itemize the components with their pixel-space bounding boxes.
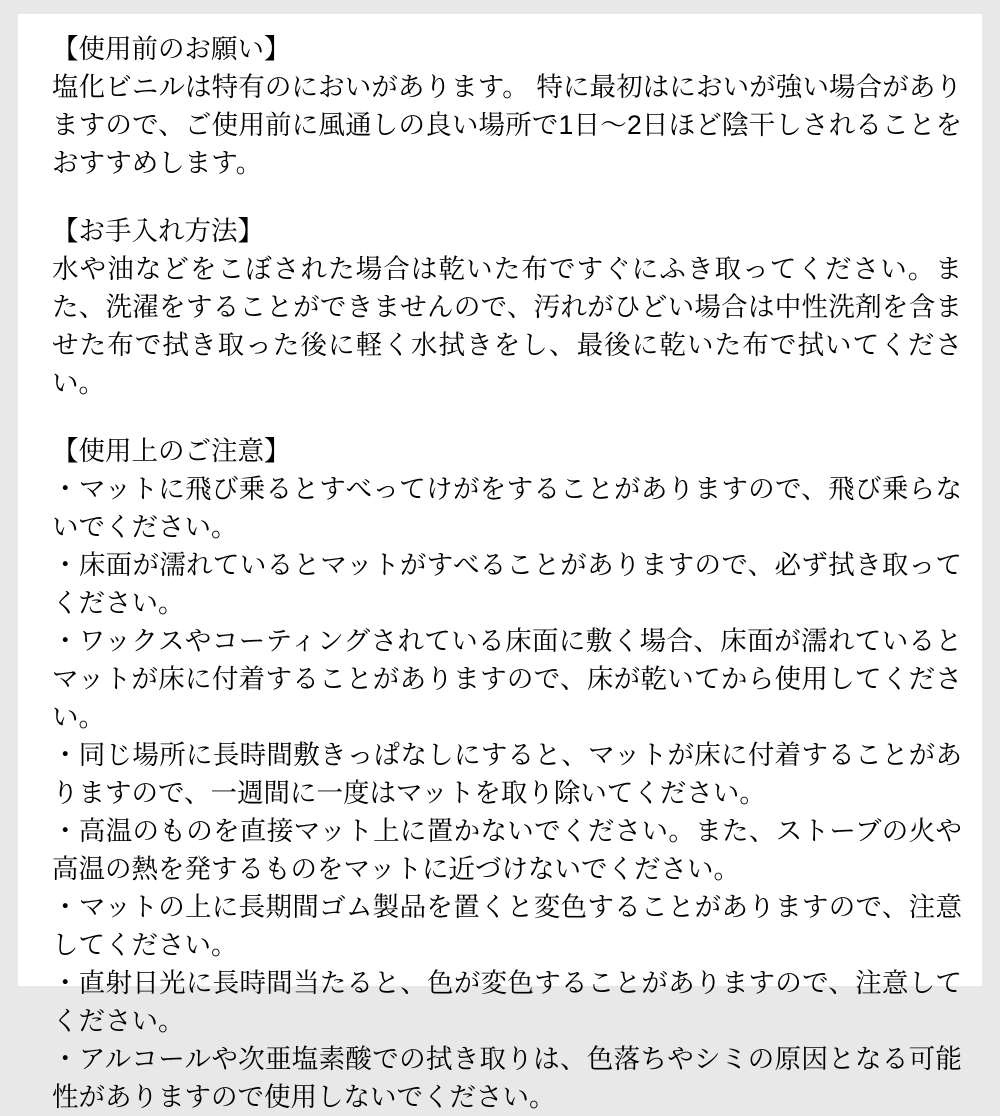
section-usage-cautions: [52, 432, 962, 1116]
caution-item: ・アルコールや次亜塩素酸での拭き取りは、色落ちやシミの原因となる可能性がありますので使用しないでください。: [52, 1044, 962, 1112]
section-heading: 【お手入れ方法】: [52, 216, 264, 246]
section-before-use: [52, 30, 962, 182]
caution-item: ・ワックスやコーティングされている床面に敷く場合、床面が濡れているとマットが床に付着することがありますので、床が乾いてから使用してください。: [52, 626, 962, 732]
document-page: [18, 14, 982, 1112]
caution-item: ・直射日光に長時間当たると、色が変色することがありますので、注意してください。: [52, 968, 962, 1036]
section-care-instructions: [52, 212, 962, 402]
caution-item: ・マットに飛び乗るとすべってけがをすることがありますので、飛び乗らないでください。: [52, 474, 962, 542]
section-paragraph: 水や油などをこぼされた場合は乾いた布ですぐにふき取ってください。また、洗濯をすることができませんので、汚れがひどい場合は中性洗剤を含ませた布で拭き取った後に軽く水拭きをし、最後に乾いた布で拭いてください。: [52, 254, 962, 398]
section-heading: 【使用前のお願い】: [52, 34, 291, 64]
caution-item: ・同じ場所に長時間敷きっぱなしにすると、マットが床に付着することがありますので、一週間に一度はマットを取り除いてください。: [52, 740, 962, 808]
section-heading: 【使用上のご注意】: [52, 436, 291, 466]
caution-item: ・高温のものを直接マット上に置かないでください。また、ストーブの火や高温の熱を発するものをマットに近づけないでください。: [52, 816, 962, 884]
document-content: [52, 30, 962, 1116]
caution-item: ・マットの上に長期間ゴム製品を置くと変色することがありますので、注意してください。: [52, 892, 962, 960]
caution-item: ・床面が濡れているとマットがすべることがありますので、必ず拭き取ってください。: [52, 550, 962, 618]
section-paragraph: 塩化ビニルは特有のにおいがあります。 特に最初はにおいが強い場合がありますので、ご使用前に風通しの良い場所で1日〜2日ほど陰干しされることをおすすめします。: [52, 72, 962, 178]
